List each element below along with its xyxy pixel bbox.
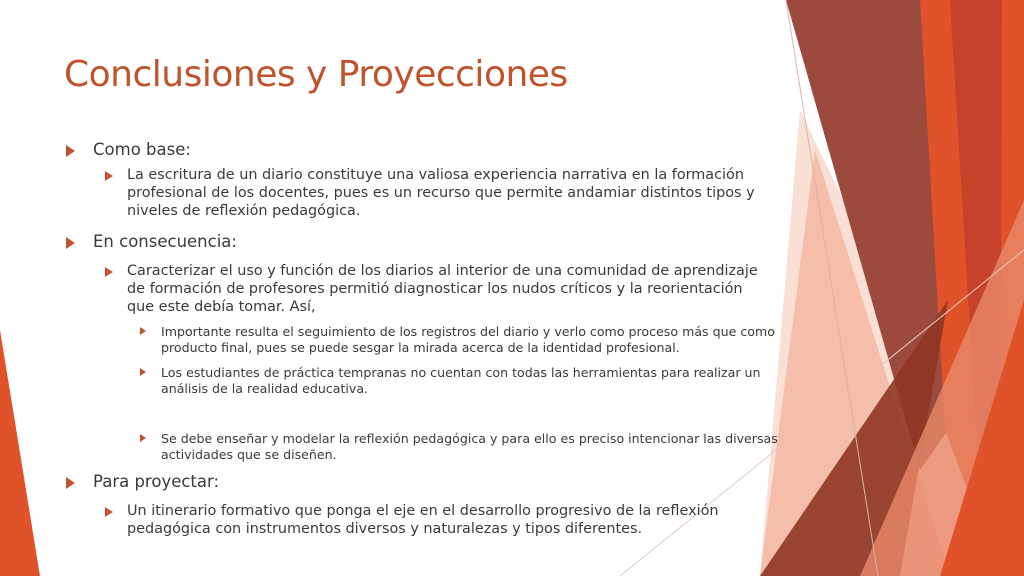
bullet-text: Un itinerario formativo que ponga el eje en el desarrollo progresivo de la reflexión pedagógica con instrumentos diversos y naturalezas y tipos diferentes. — [127, 503, 719, 537]
bullet-text: Importante resulta el seguimiento de los registros del diario y verlo como proceso más que como producto final, pues se puede sesgar la mirada acerca de la identidad profesional. — [161, 324, 775, 355]
bullet-text: Los estudiantes de práctica tempranas no cuentan con todas las herramientas para realizar un análisis de la realidad educativa. — [161, 365, 761, 396]
bullet-arrow-icon — [105, 267, 113, 277]
bullet-arrow-icon — [140, 327, 146, 335]
slide-title: Conclusiones y Proyecciones — [64, 54, 568, 95]
bullet-arrow-icon — [66, 237, 75, 249]
bullet-arrow-icon — [105, 507, 113, 517]
bullet-arrow-icon — [140, 368, 146, 376]
bullet-arrow-icon — [105, 171, 113, 181]
bullet-text: Para proyectar: — [93, 472, 220, 491]
bullet-level1 — [66, 472, 766, 492]
bullet-arrow-icon — [66, 145, 75, 157]
bullet-level2 — [105, 262, 765, 316]
bullet-text: La escritura de un diario constituye una valiosa experiencia narrativa en la formación profesional de los docentes, pues es un recurso que permite andamiar distintos tipos y niveles de reflexión pedagógica. — [127, 167, 755, 219]
bullet-level2 — [105, 502, 765, 538]
bullet-level3 — [140, 324, 780, 356]
bullet-text: Caracterizar el uso y función de los diarios al interior de una comunidad de aprendizaje de formación de profesores permitió diagnosticar los nudos críticos y la reorientación que este debía tomar. Así, — [127, 263, 758, 315]
bullet-text: En consecuencia: — [93, 232, 237, 251]
bullet-arrow-icon — [140, 434, 146, 442]
bullet-level3 — [140, 431, 780, 463]
bullet-level1 — [66, 232, 766, 252]
bullet-level3 — [140, 365, 780, 397]
bullet-level1 — [66, 140, 766, 160]
bullet-arrow-icon — [66, 477, 75, 489]
bullet-text: Se debe enseñar y modelar la reflexión pedagógica y para ello es preciso intencionar las diversas actividades que se diseñen. — [161, 431, 778, 462]
left-accent-triangle — [0, 330, 40, 576]
bullet-level2 — [105, 166, 765, 220]
bullet-text: Como base: — [93, 140, 191, 159]
